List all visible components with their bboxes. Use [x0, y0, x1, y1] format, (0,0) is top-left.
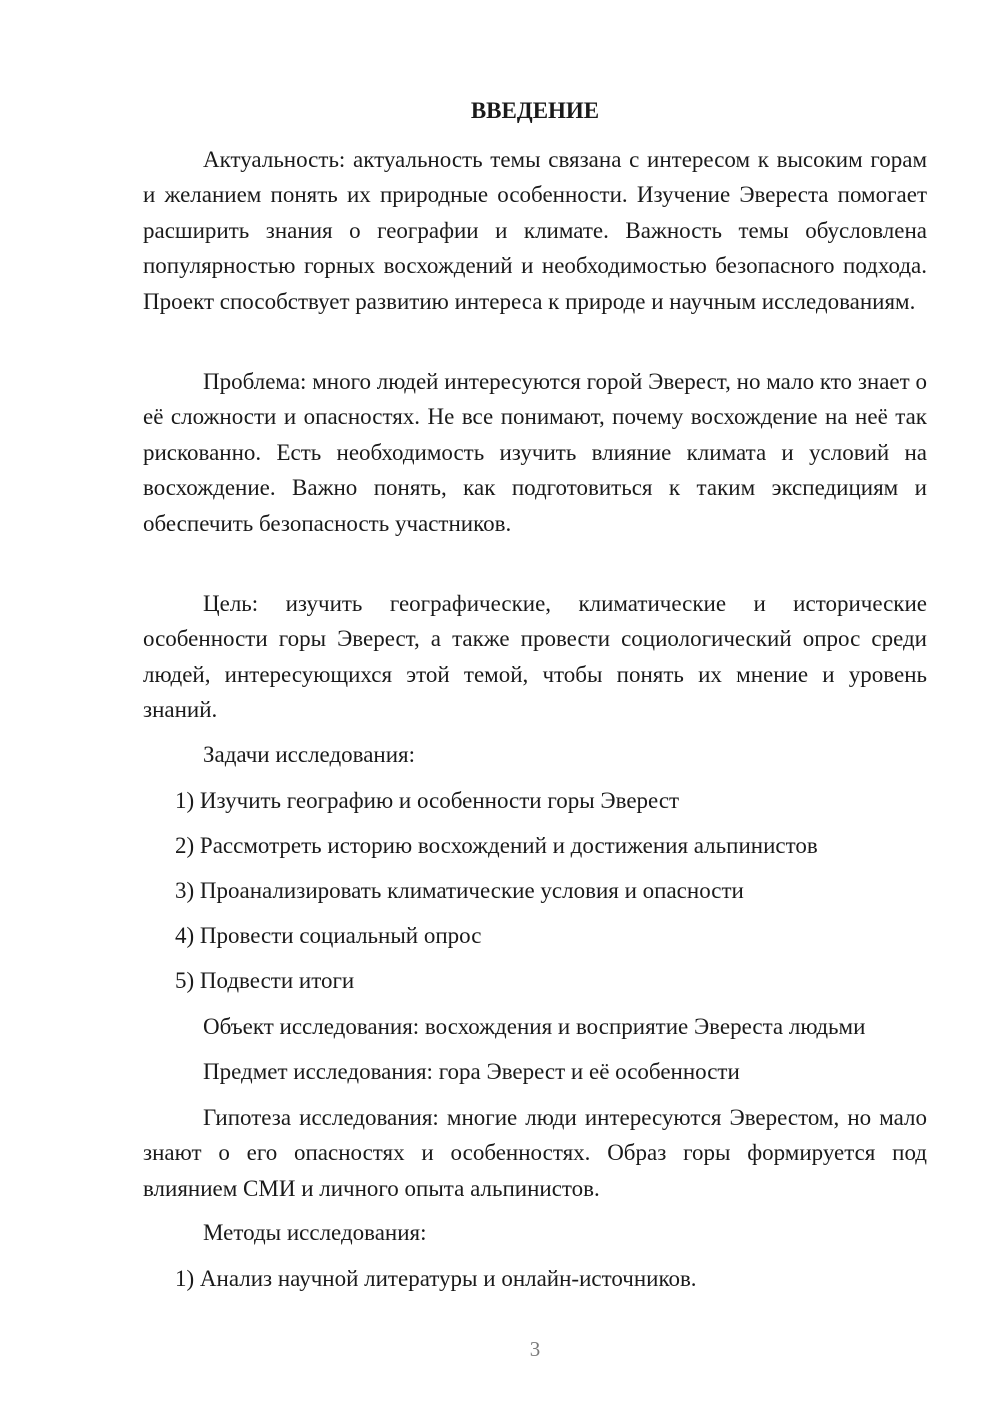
hypothesis-paragraph: Гипотеза исследования: многие люди интересуются Эверестом, но мало знают о его опасностях и особенностях. Образ горы формируется под влиянием СМИ и личного опыта альпинистов. [143, 1105, 927, 1201]
task-item-5: 5) Подвести итоги [175, 968, 355, 993]
document-page [143, 0, 927, 1414]
task-item-1: 1) Изучить географию и особенности горы Эверест [175, 788, 680, 813]
problem-paragraph: Проблема: много людей интересуются горой Эверест, но мало кто знает о её сложности и опасностях. Не все понимают, почему восхождение на неё так рискованно. Есть необходимость изучить влияние климата и условий на восхождение. Важно понять, как подготовиться к таким экспедициям и обеспечить безопасность участников. [143, 369, 927, 536]
goal-paragraph: Цель: изучить географические, климатические и исторические особенности горы Эверест, а также провести социологический опрос среди людей, интересующихся этой темой, чтобы понять их мнение и уровень знаний. [143, 591, 927, 723]
methods-heading: Методы исследования: [203, 1220, 427, 1245]
page-title: ВВЕДЕНИЕ [470, 98, 600, 123]
research-object: Объект исследования: восхождения и восприятие Эвереста людьми [203, 1014, 866, 1039]
method-item-1: 1) Анализ научной литературы и онлайн-источников. [175, 1266, 697, 1291]
research-subject: Предмет исследования: гора Эверест и её особенности [203, 1059, 740, 1084]
task-item-4: 4) Провести социальный опрос [175, 923, 482, 948]
task-item-3: 3) Проанализировать климатические условия и опасности [175, 878, 744, 903]
task-item-2: 2) Рассмотреть историю восхождений и достижения альпинистов [175, 833, 818, 858]
relevance-paragraph: Актуальность: актуальность темы связана с интересом к высоким горам и желанием понять их природные особенности. Изучение Эвереста помогает расширить знания о географии и климате. Важность темы обусловлена популярностью горных восхождений и необходимостью безопасного подхода. Проект способствует развитию интереса к природе и научным исследованиям. [143, 147, 927, 314]
page-number: 3 [529, 1337, 541, 1361]
tasks-heading: Задачи исследования: [203, 742, 416, 767]
